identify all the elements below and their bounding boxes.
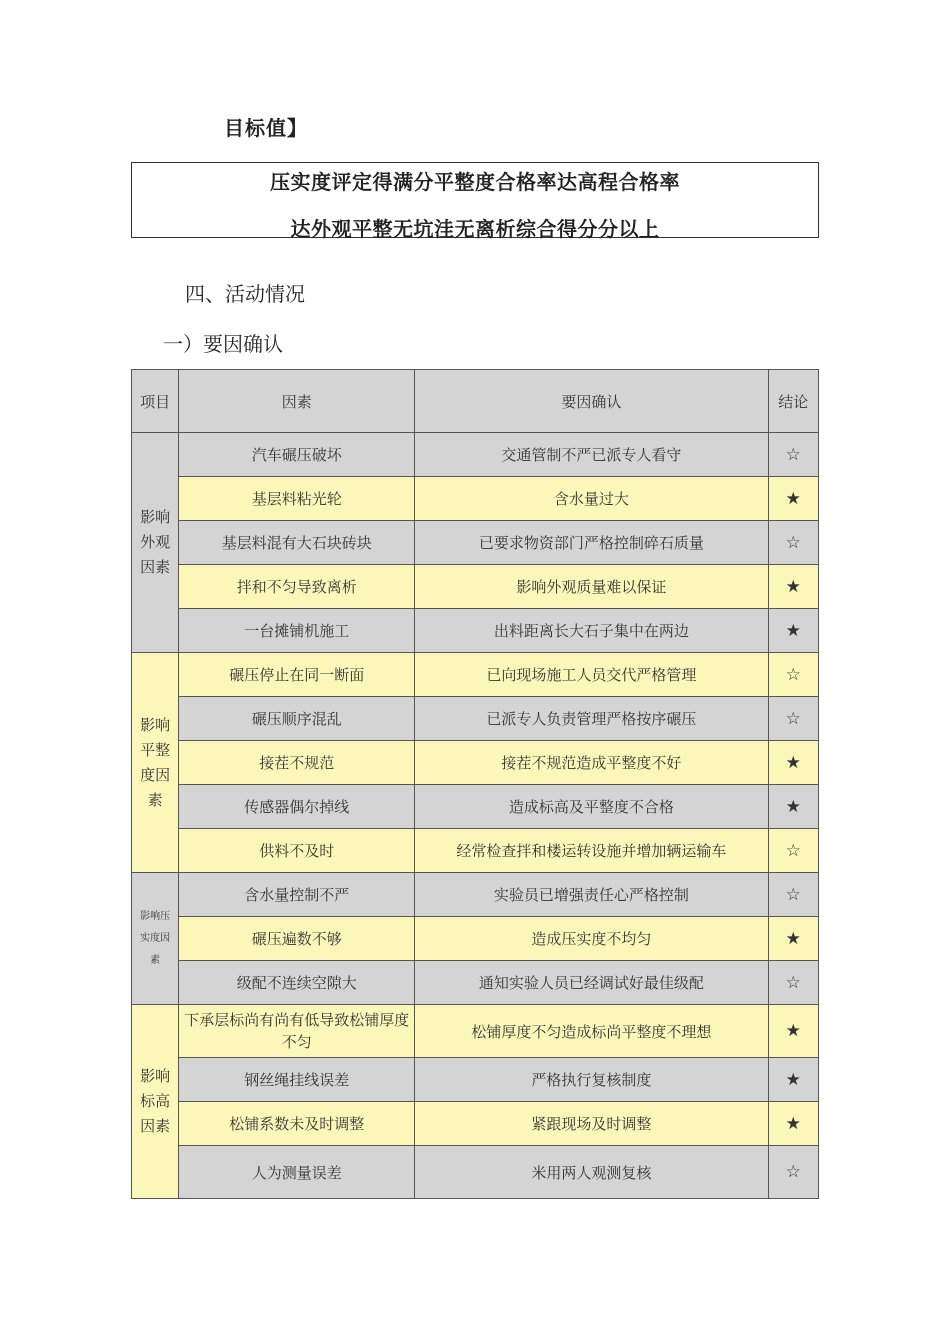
category-cell-elevation xyxy=(132,1005,179,1199)
category-label: 影响平整度因素 xyxy=(140,715,171,809)
result-star-icon: ★ xyxy=(768,565,818,609)
result-star-icon: ☆ xyxy=(768,433,818,477)
factor-cell: 级配不连续空隙大 xyxy=(179,961,415,1005)
category-label: 影响压实度因素 xyxy=(140,910,171,966)
factor-cell: 汽车碾压破坏 xyxy=(179,433,415,477)
table-row xyxy=(132,961,819,1005)
header-result: 结论 xyxy=(768,370,818,433)
header-factor: 因素 xyxy=(179,370,415,433)
factor-cell: 传感器偶尔掉线 xyxy=(179,785,415,829)
factor-cell: 碾压顺序混乱 xyxy=(179,697,415,741)
result-star-icon: ☆ xyxy=(768,697,818,741)
factor-cell: 松铺系数未及时调整 xyxy=(179,1102,415,1146)
confirm-cell: 严格执行复核制度 xyxy=(415,1058,769,1102)
category-cell-flatness xyxy=(132,653,179,873)
result-star-icon: ★ xyxy=(768,785,818,829)
category-cell-appearance xyxy=(132,433,179,653)
table-header-row xyxy=(132,370,819,433)
table-row xyxy=(132,1146,819,1199)
header-item: 项目 xyxy=(132,370,179,433)
table-row xyxy=(132,873,819,917)
factor-cell: 基层料粘光轮 xyxy=(179,477,415,521)
factor-cell: 碾压遍数不够 xyxy=(179,917,415,961)
factor-cell: 接茬不规范 xyxy=(179,741,415,785)
factor-cell: 基层料混有大石块砖块 xyxy=(179,521,415,565)
result-star-icon: ★ xyxy=(768,609,818,653)
table-row xyxy=(132,477,819,521)
factor-cell: 人为测量误差 xyxy=(179,1146,415,1199)
table-row xyxy=(132,521,819,565)
confirm-cell: 实验员已增强责任心严格控制 xyxy=(415,873,769,917)
key-cause-table xyxy=(131,369,819,1199)
confirm-cell: 松铺厚度不匀造成标尚平整度不理想 xyxy=(415,1005,769,1058)
confirm-cell: 造成压实度不均匀 xyxy=(415,917,769,961)
table-row xyxy=(132,565,819,609)
factor-cell: 拌和不匀导致离析 xyxy=(179,565,415,609)
confirm-cell: 已派专人负责管理严格按序碾压 xyxy=(415,697,769,741)
confirm-cell: 经常检查拌和楼运转设施并增加辆运输车 xyxy=(415,829,769,873)
confirm-cell: 接茬不规范造成平整度不好 xyxy=(415,741,769,785)
factor-cell: 含水量控制不严 xyxy=(179,873,415,917)
table-row xyxy=(132,785,819,829)
target-line-2: 达外观平整无坑洼无离析综合得分分以上 xyxy=(290,217,660,241)
category-cell-compaction xyxy=(132,873,179,1005)
header-confirm: 要因确认 xyxy=(415,370,769,433)
table-row xyxy=(132,917,819,961)
confirm-cell: 米用两人观测复核 xyxy=(415,1146,769,1199)
factor-cell: 一台摊铺机施工 xyxy=(179,609,415,653)
table-row xyxy=(132,1102,819,1146)
table-row xyxy=(132,609,819,653)
confirm-cell: 通知实验人员已经调试好最佳级配 xyxy=(415,961,769,1005)
table-row xyxy=(132,741,819,785)
table-row xyxy=(132,829,819,873)
result-star-icon: ★ xyxy=(768,1058,818,1102)
section-title: 四、活动情况 xyxy=(185,282,305,306)
result-star-icon: ★ xyxy=(768,1102,818,1146)
result-star-icon: ☆ xyxy=(768,521,818,565)
result-star-icon: ★ xyxy=(768,917,818,961)
result-star-icon: ☆ xyxy=(768,873,818,917)
table-row xyxy=(132,433,819,477)
factor-cell: 下承层标尚有尚有低导致松铺厚度不匀 xyxy=(179,1005,415,1058)
target-heading: 目标值】 xyxy=(224,116,308,140)
result-star-icon: ☆ xyxy=(768,653,818,697)
confirm-cell: 已向现场施工人员交代严格管理 xyxy=(415,653,769,697)
category-label: 影响外观因素 xyxy=(140,508,171,576)
result-star-icon: ★ xyxy=(768,1005,818,1058)
confirm-cell: 已要求物资部门严格控制碎石质量 xyxy=(415,521,769,565)
target-line-1: 压实度评定得满分平整度合格率达高程合格率 xyxy=(270,170,680,194)
confirm-cell: 含水量过大 xyxy=(415,477,769,521)
target-box xyxy=(131,162,819,241)
confirm-cell: 出料距离长大石子集中在两边 xyxy=(415,609,769,653)
result-star-icon: ★ xyxy=(768,741,818,785)
factor-cell: 碾压停止在同一断面 xyxy=(179,653,415,697)
confirm-cell: 交通管制不严已派专人看守 xyxy=(415,433,769,477)
result-star-icon: ☆ xyxy=(768,1146,818,1199)
result-star-icon: ☆ xyxy=(768,829,818,873)
factor-cell: 钢丝绳挂线误差 xyxy=(179,1058,415,1102)
result-star-icon: ★ xyxy=(768,477,818,521)
result-star-icon: ☆ xyxy=(768,961,818,1005)
confirm-cell: 紧跟现场及时调整 xyxy=(415,1102,769,1146)
table-row xyxy=(132,1058,819,1102)
confirm-cell: 造成标高及平整度不合格 xyxy=(415,785,769,829)
table-row xyxy=(132,653,819,697)
sub-title: 一）要因确认 xyxy=(163,332,283,356)
category-label: 影响标高因素 xyxy=(140,1067,171,1135)
confirm-cell: 影响外观质量难以保证 xyxy=(415,565,769,609)
table-row xyxy=(132,697,819,741)
table-row xyxy=(132,1005,819,1058)
factor-cell: 供料不及时 xyxy=(179,829,415,873)
